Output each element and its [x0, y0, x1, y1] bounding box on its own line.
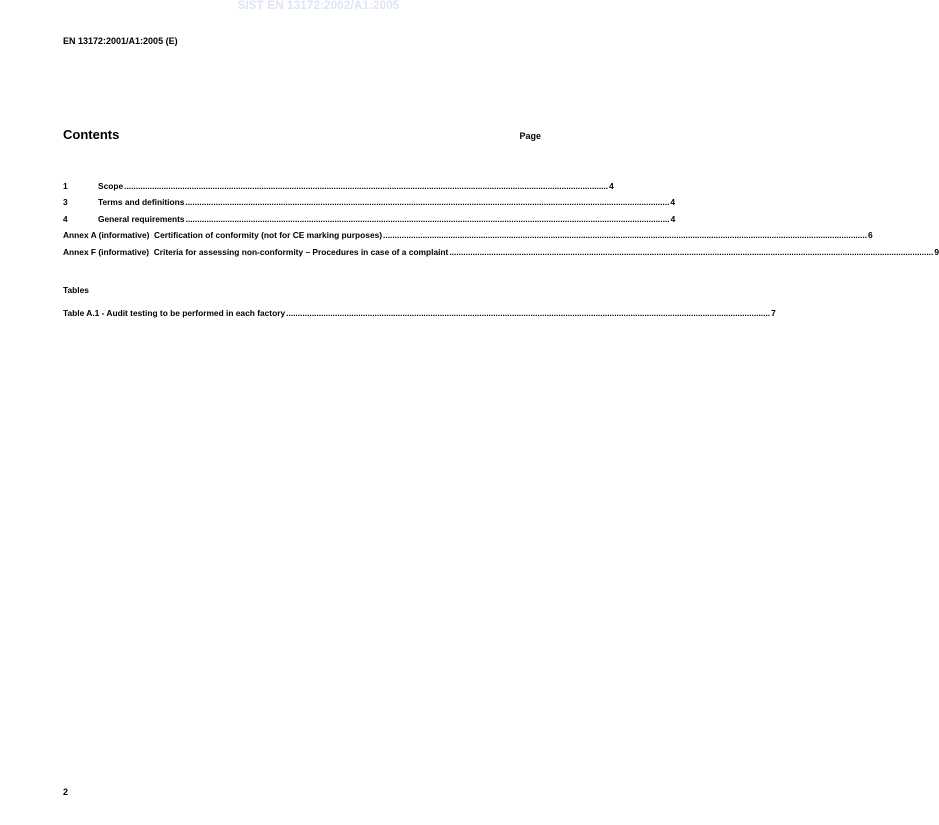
toc-entry-number: 4 — [63, 213, 68, 224]
dot-leader — [449, 247, 933, 257]
table-entry-title: Table A.1 - Audit testing to be performed in each factory — [63, 308, 286, 318]
toc-entry-annex-f[interactable] — [63, 246, 939, 263]
toc-entry-annex-a[interactable] — [63, 230, 873, 246]
list-of-tables — [63, 308, 776, 324]
dot-leader — [186, 214, 670, 224]
toc-entry-page: 9 — [934, 246, 939, 257]
document-id: EN 13172:2001/A1:2005 (E) — [63, 36, 178, 46]
toc-entry-title: Annex F (informative) Criteria for assessing non-conformity – Procedures in case of a complaint — [63, 246, 449, 257]
toc-entry-general-requirements[interactable] — [63, 213, 676, 230]
toc-entry-title: General requirements — [98, 213, 185, 224]
toc-entry-page: 6 — [868, 230, 873, 241]
dot-leader — [185, 197, 669, 207]
toc-entry-scope[interactable] — [63, 181, 614, 197]
dot-leader — [286, 308, 770, 318]
table-entry-page: 7 — [771, 308, 776, 318]
dot-leader — [383, 230, 867, 240]
toc-entry-number: 1 — [63, 181, 68, 191]
toc-entry-number: 3 — [63, 197, 68, 208]
toc-entry-terms[interactable] — [63, 197, 676, 213]
table-of-contents — [63, 181, 939, 263]
page-number: 2 — [63, 787, 69, 797]
toc-entry-title: Terms and definitions — [98, 197, 185, 208]
toc-entry-page: 4 — [670, 197, 676, 208]
toc-entry-page: 4 — [609, 181, 614, 191]
toc-entry-title: Annex A (informative) Certification of conformity (not for CE marking purposes) — [63, 230, 383, 241]
contents-heading: Contents — [63, 127, 120, 142]
toc-entry-page: 4 — [670, 213, 676, 224]
table-entry-a1[interactable] — [63, 308, 776, 324]
tables-heading: Tables — [63, 285, 89, 295]
dot-leader — [124, 181, 608, 191]
toc-entry-title: Scope — [98, 181, 124, 191]
watermark: SIST EN 13172:2002/A1:2005 — [237, 0, 400, 12]
page-column-heading: Page — [519, 131, 541, 141]
